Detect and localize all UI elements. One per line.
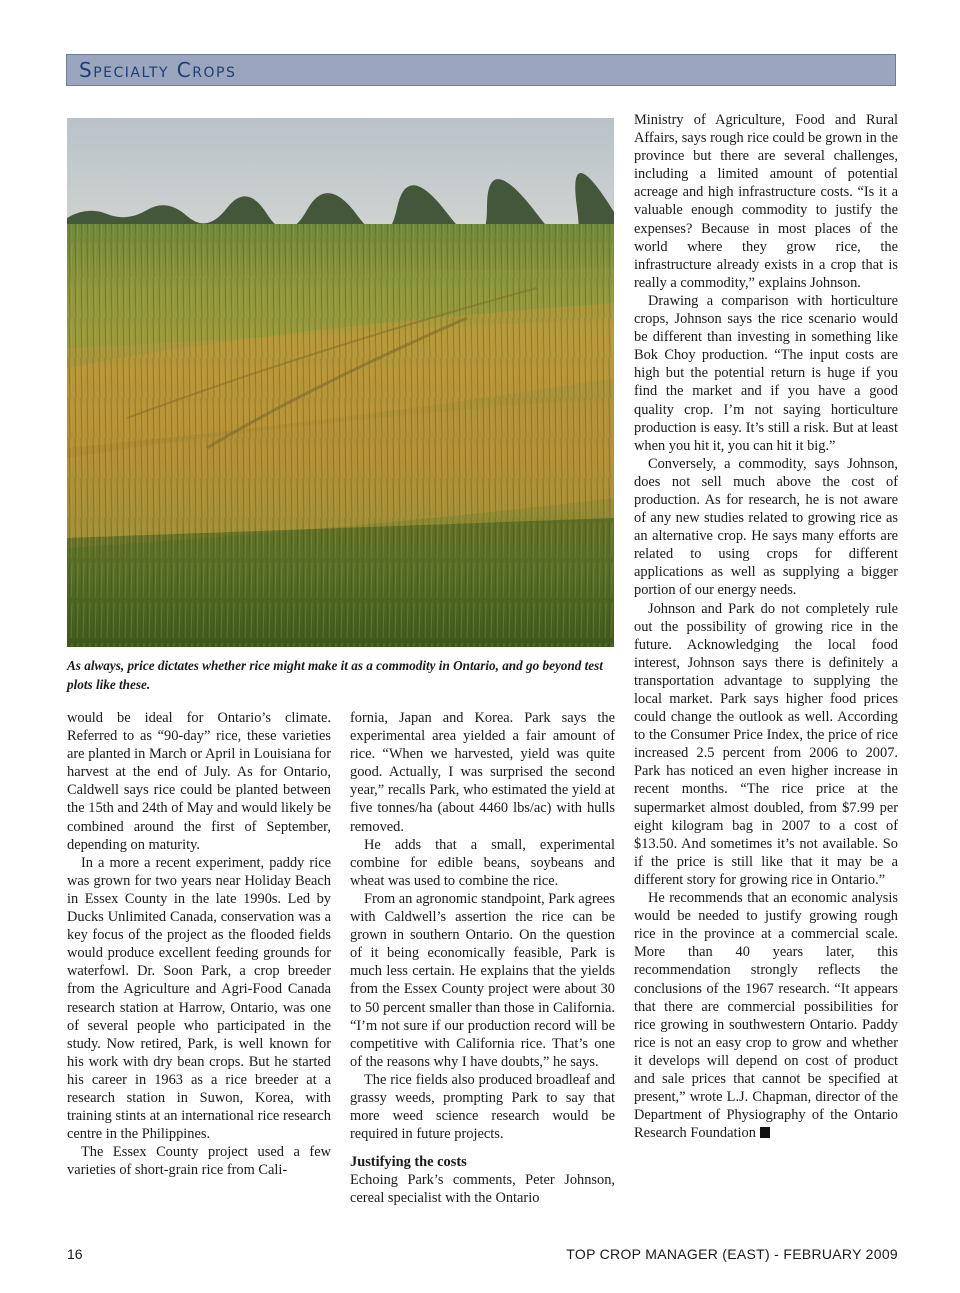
paragraph: Conversely, a commodity, says Johnson, does not sell much above the cost of production. As for research, he is not aware of any new studies related to growing rice as an alternative crop. He says many efforts are related to using crops for different applications as well as supplying a bigger portion of our energy needs. xyxy=(634,455,898,599)
section-header-bar xyxy=(66,54,896,86)
paragraph-text: He recommends that an economic analysis would be needed to justify growing rough rice in the province at a commercial scale. More than 40 years later, this recommendation strongly reflects the conclusions of the 1967 research. “It appears that there are commercial possibilities for rice growing in southwestern Ontario. Paddy rice is not an easy crop to grow and whether it develops will depend on cost of product and sale prices that cannot be specified at present,” wrote L.J. Chapman, director of the Department of Physiography of the Ontario Research Foundation xyxy=(634,890,898,1142)
paragraph: From an agronomic standpoint, Park agrees with Caldwell’s assertion the rice can be grown in southern Ontario. On the question of it being economically feasible, Park is much less certain. He explains that the yields from the Essex County project were about 30 to 50 percent smaller than those in California. “I’m not sure if our production record will be competitive with California rice. That’s one of the reasons why I have doubts,” he says. xyxy=(350,890,615,1070)
paragraph: Ministry of Agriculture, Food and Rural Affairs, says rough rice could be grown in the province but there are several challenges, including a limited amount of potential acreage and high infrastructure costs. “Is it a valuable enough commodity to justify the expenses? Because in most places of the world where they grow rice, the infrastructure already exists in a crop that is really a commodity,” explains Johnson. xyxy=(634,112,898,291)
paragraph xyxy=(634,889,898,1142)
paragraph: He adds that a small, experimental combine for edible beans, soybeans and wheat was used to combine the rice. xyxy=(350,836,615,889)
paragraph: Johnson and Park do not completely rule out the possibility of growing rice in the future. Acknowledging the local food interest, Johnson says there is definitely a transportation advantage to supplying the local market. Park says higher food prices could change the outlook as well. According to the Consumer Price Index, the price of rice increased 2.5 percent from 2006 to 2007. Park has noticed an even higher increase in recent months. “The rice price at the supermarket almost doubled, from $7.99 per eight kilogram bag in 2007 to a cost of $13.50. And sometimes it’s not available. So if the price is still like that it may be a different story for growing rice in Ontario.” xyxy=(634,600,898,888)
page-number: 16 xyxy=(67,1246,83,1262)
article-column-1 xyxy=(67,709,331,1179)
paragraph: In a more a recent experiment, paddy rice was grown for two years near Holiday Beach in Essex County in the late 1990s. Led by Ducks Unlimited Canada, conservation was a key focus of the project as the flooded fields would produce excellent feeding grounds for waterfowl. Dr. Soon Park, a crop breeder from the Agriculture and Agri-Food Canada research station at Harrow, Ontario, was one of several people who participated in the study. Now retired, Park, is well known for his work with dry bean crops. But he started his career in 1963 as a rice breeder at a research station in Suwon, Korea, with training stints at an international rice research centre in the Philippines. xyxy=(67,854,331,1143)
paragraph: fornia, Japan and Korea. Park says the experimental area yielded a fair amount of rice. “When we harvested, yield was quite good. Actually, I was surprised the second year,” recalls Park, who estimated the yield at five tonnes/ha (about 4460 lbs/ac) with hulls removed. xyxy=(350,710,615,835)
photo-caption: As always, price dictates whether rice might make it as a commodity in Ontario, and go beyond test plots like these. xyxy=(67,658,603,692)
paragraph: Drawing a comparison with horticulture crops, Johnson says the rice scenario would be different than investing in something like Bok Choy production. “The input costs are high but the potential return is huge if you find the market and if you have a good quality crop. I’m not saying horticulture production is easy. It’s still a risk. But at least when you hit it, you can hit it big.” xyxy=(634,292,898,454)
page-footer xyxy=(67,1246,898,1264)
subheading: Justifying the costs xyxy=(350,1154,467,1171)
rice-field-photo xyxy=(67,118,614,647)
paragraph: The rice fields also produced broadleaf and grassy weeds, prompting Park to say that more weed science research would be required in future projects. xyxy=(350,1071,615,1143)
article-column-3 xyxy=(634,111,898,1142)
end-mark-icon xyxy=(760,1127,770,1138)
article-column-2 xyxy=(350,709,615,1208)
paragraph: would be ideal for Ontario’s climate. Referred to as “90-day” rice, these varieties are planted in March or April in Louisiana for harvest at the end of July. As for Ontario, Caldwell says rice could be planted between the 15th and 24th of May and would likely be combined around the first of September, depending on maturity. xyxy=(67,710,331,853)
paragraph: The Essex County project used a few varieties of short-grain rice from Cali- xyxy=(67,1144,331,1179)
magazine-issue: TOP CROP MANAGER (EAST) - FEBRUARY 2009 xyxy=(566,1246,898,1262)
section-title: Specialty Crops xyxy=(79,58,237,82)
paragraph: Echoing Park’s comments, Peter Johnson, cereal specialist with the Ontario xyxy=(350,1172,615,1207)
